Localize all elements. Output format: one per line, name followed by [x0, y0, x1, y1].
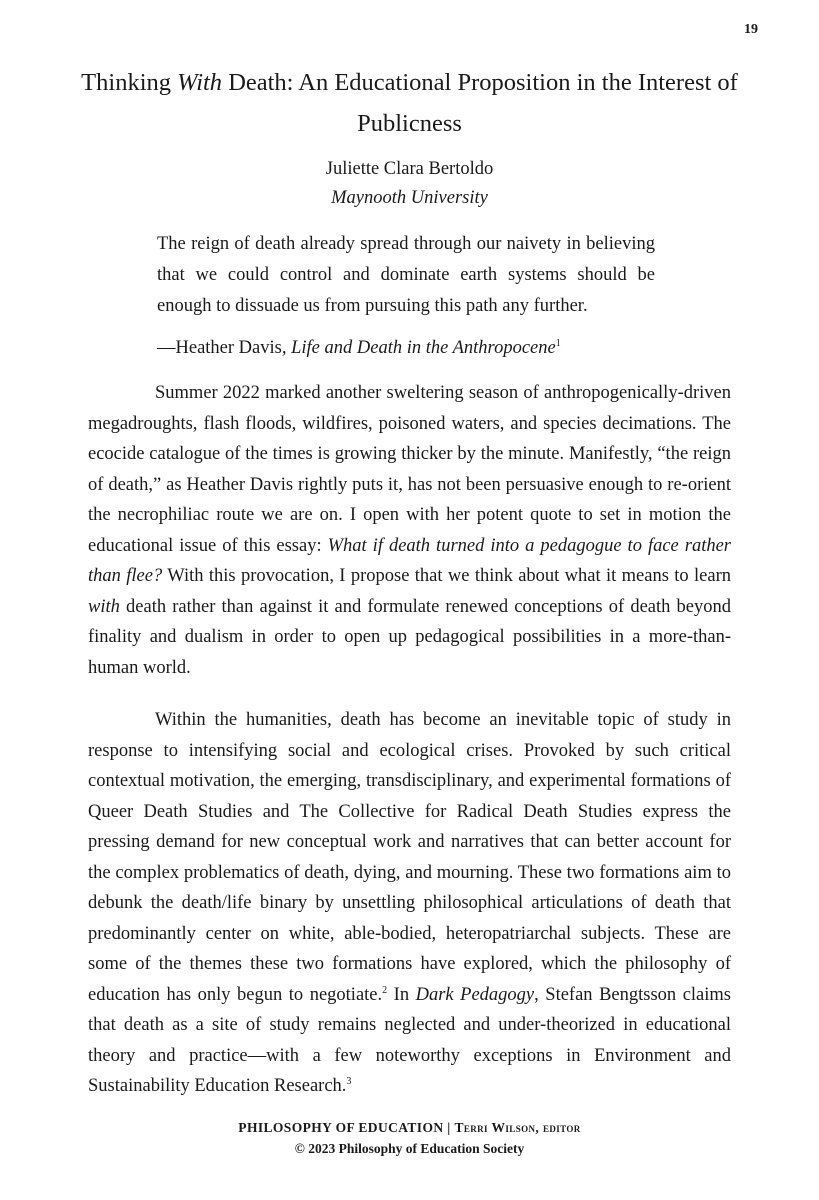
footer-separator: | [443, 1120, 455, 1135]
title-italic-word: With [177, 69, 223, 96]
para2-italic-book: Dark Pedagogy [415, 984, 535, 1005]
para2-text-a: Within the humanities, death has become an inevitable topic of study in response to intensifying social and ecological crises. Provoked by such critical contextual motivation, the emerging, transdisciplinary, and experimental formations of Queer Death Studies and The Collective for Radical Death Studies express the pressing demand for new conceptual work and narratives that can better account for the complex problematics of death, dying, and mourning. These two formations aim to debunk the death/life binary by unsettling philosophical articulations of death that predominantly center on white, able-bodied, heteropatriarchal subjects. These are some of the themes these two formations have explored, which the philosophy of education has only begun to negotiate. [88, 710, 731, 1005]
article-title [60, 62, 759, 144]
para1-italic-with: with [88, 596, 120, 617]
author-name: Juliette Clara Bertoldo [325, 159, 494, 179]
epigraph-quote: The reign of death already spread through our naivety in believing that we could control and dominate earth systems should be enough to dissuade us from pursuing this path any further. [157, 234, 655, 316]
footer-journal-line [0, 1120, 819, 1136]
attribution-work: Life and Death in the Anthropocene [291, 338, 556, 358]
body-paragraph-1 [88, 378, 731, 683]
para1-text-a: Summer 2022 marked another sweltering season of anthropogenically-driven megadroughts, flash floods, wildfires, poisoned waters, and species decimations. The ecocide catalogue of the times is growing thicker by the minute. Manifestly, “the reign of death,” as Heather Davis rightly puts it, has not been persuasive enough to re-orient the necrophiliac route we are on. I open with her potent quote to set in motion the educational issue of this essay: [88, 383, 731, 556]
title-part-1: Thinking [81, 69, 178, 96]
attribution-author: —Heather Davis, [157, 338, 292, 358]
para1-italic-question: What if death turned into a pedagogue to face rather than flee? [88, 535, 732, 586]
footnote-ref-2[interactable]: 2 [382, 984, 388, 996]
para2-text-d: , Stefan Bengtsson claims that death as a site of study remains neglected and under-theorized in educational theory and practice—with a few noteworthy exceptions in Environment and Sustainability Education Research. [88, 984, 731, 1096]
footer-copyright: © 2023 Philosophy of Education Society [294, 1141, 525, 1156]
footer-journal: PHILOSOPHY OF EDUCATION [238, 1120, 444, 1135]
para1-text-e: death rather than against it and formulate renewed conceptions of death beyond finality and dualism in order to open up pedagogical possibilities in a more-than-human world. [88, 596, 731, 678]
author-affiliation: Maynooth University [331, 188, 488, 208]
para2-text-b: In [387, 984, 416, 1005]
epigraph-attribution [157, 333, 561, 363]
footer-editor: Terri Wilson, editor [454, 1120, 581, 1135]
footnote-ref-1[interactable]: 1 [555, 338, 561, 349]
footnote-ref-3[interactable]: 3 [346, 1076, 352, 1087]
page-number: 19 [744, 22, 758, 37]
title-part-2: Death: An Educational Proposition in the Interest of Publicness [222, 69, 738, 137]
para1-text-c: With this provocation, I propose that we think about what it means to learn [162, 566, 731, 586]
body-paragraph-2 [88, 705, 731, 1102]
